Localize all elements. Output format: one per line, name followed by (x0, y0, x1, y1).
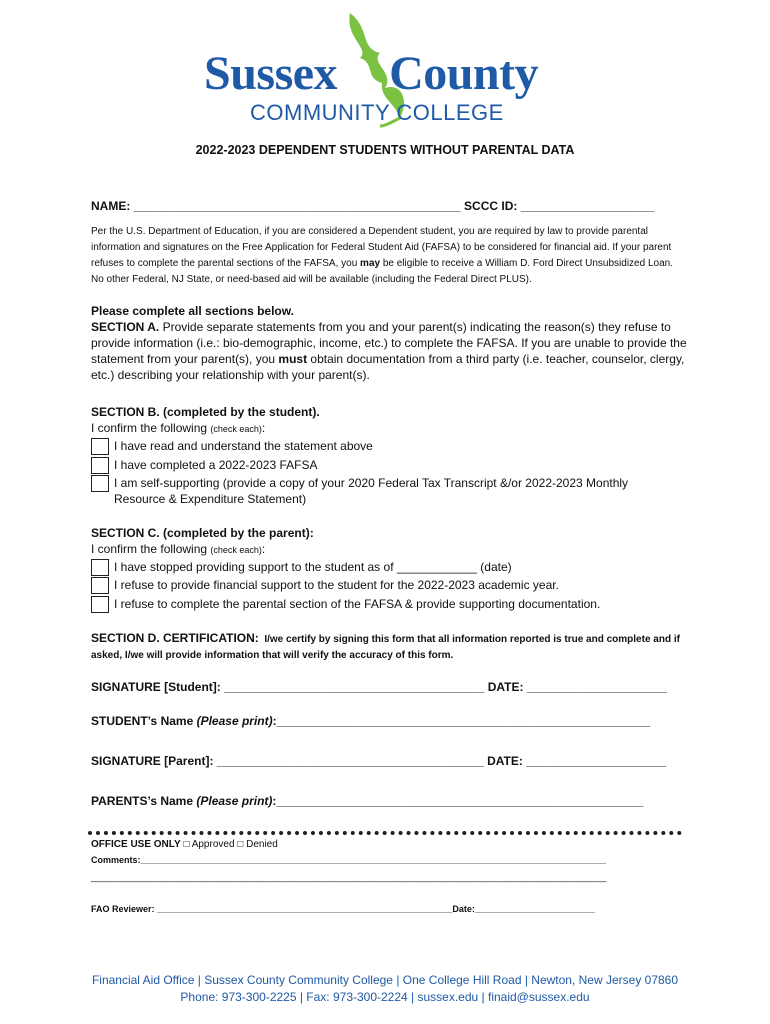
comments-line[interactable]: Comments:_____________________________________________________________________________________________ (91, 855, 607, 865)
parent-name-line[interactable]: PARENTS’s Name (Please print):_______________________________________________________ (91, 794, 644, 808)
form-title: 2022-2023 DEPENDENT STUDENTS WITHOUT PARENTAL DATA (195, 143, 575, 157)
checkbox[interactable] (91, 559, 109, 576)
section-d: SECTION D. CERTIFICATION: I/we certify by signing this form that all information reported is true and complete and if asked, I/we will provide information that will verify the accuracy of this form. (91, 631, 680, 661)
office-divider (88, 831, 682, 835)
student-name-line[interactable]: STUDENT’s Name (Please print):________________________________________________________ (91, 714, 651, 728)
sccc-id-field[interactable]: ____________________ (520, 199, 655, 213)
checkbox[interactable] (91, 475, 109, 492)
checkbox[interactable] (91, 596, 109, 613)
logo-subtitle: COMMUNITY COLLEGE (250, 100, 504, 125)
logo-wordmark: Sussex County (204, 47, 539, 100)
section-c-heading: SECTION C. (completed by the parent): I confirm the following (check each): (91, 526, 314, 556)
fao-reviewer-line[interactable]: FAO Reviewer: ___________________________________________________________Date:________________________ (91, 904, 595, 914)
section-a: Please complete all sections below. SECTION A. Provide separate statements from you and your parent(s) indicating the reason(s) they refuse to provide information (i.e.: bio-demographic, income, etc.) to complete the FAFSA. If you are unable to provide the statement from your parent(s), you must obtain documentation from a third party (i.e. teacher, counselor, clergy, etc.) describing your relationship with your parent(s). (91, 304, 687, 382)
section-c-item-3: I refuse to complete the parental section of the FAFSA & provide supporting documentation. (91, 596, 651, 613)
section-b-item-3: I am self-supporting (provide a copy of your 2020 Federal Tax Transcript &/or 2022-2023 Monthly Resource & Expenditure Statement) (91, 475, 651, 492)
name-field[interactable]: _________________________________________________ (133, 199, 461, 213)
college-logo (200, 8, 580, 128)
name-id-line: NAME: _________________________________________________ SCCC ID: ____________________ (91, 199, 655, 213)
footer-contact: Phone: 973-300-2225 | Fax: 973-300-2224 | sussex.edu | finaid@sussex.edu (180, 990, 590, 1004)
office-use-row: OFFICE USE ONLY □ Approved □ Denied (91, 839, 278, 850)
section-b-heading: SECTION B. (completed by the student). I confirm the following (check each): (91, 405, 320, 435)
section-b-item-1: I have read and understand the statement above (91, 438, 651, 455)
checkbox[interactable] (91, 438, 109, 455)
intro-paragraph: Per the U.S. Department of Education, if you are considered a Dependent student, you are required by law to provide parental information and signatures on the Free Application for Federal Student Aid (FAFSA) to be considered for financial aid. If your parent refuses to complete the parental sections of the FAFSA, you may be eligible to receive a William D. Ford Direct Unsubsidized Loan. No other Federal, NJ State, or need-based aid will be available (including the Federal Direct PLUS). (91, 226, 673, 285)
comments-line-2[interactable]: _______________________________________________________________________________________________________ (91, 872, 607, 882)
student-signature-line[interactable]: SIGNATURE [Student]: _______________________________________ DATE: _____________________ (91, 680, 667, 694)
footer-address: Financial Aid Office | Sussex County Community College | One College Hill Road | Newton, New Jersey 07860 (91, 973, 679, 987)
checkbox[interactable] (91, 457, 109, 474)
checkbox[interactable] (91, 577, 109, 594)
section-c-item-1: I have stopped providing support to the student as of ____________ (date) (91, 559, 651, 576)
parent-signature-line[interactable]: SIGNATURE [Parent]: ________________________________________ DATE: _____________________ (91, 754, 667, 768)
section-c-item-2: I refuse to provide financial support to the student for the 2022-2023 academic year. (91, 577, 651, 594)
section-b-item-2: I have completed a 2022-2023 FAFSA (91, 457, 651, 474)
